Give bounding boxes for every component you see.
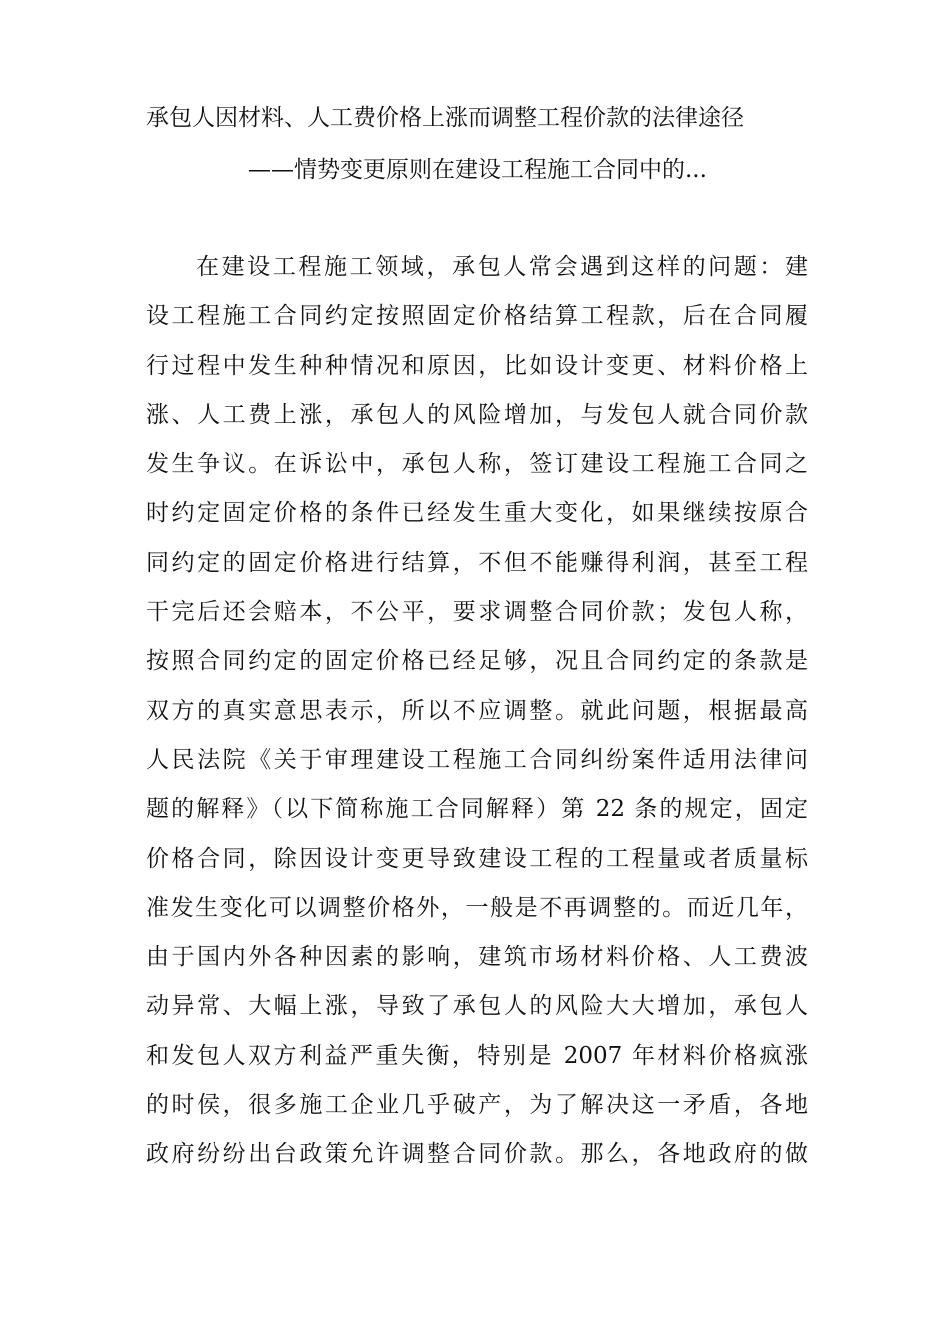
body-line: 动异常、大幅上涨，导致了承包人的风险大大增加，承包人: [146, 993, 808, 1020]
body-line: 设工程施工合同约定按照固定价格结算工程款，后在合同履: [146, 303, 808, 330]
body-line: 政府纷纷出台政策允许调整合同价款。那么，各地政府的做: [146, 1141, 808, 1168]
body-line: 时约定固定价格的条件已经发生重大变化，如果继续按原合: [146, 500, 808, 527]
body-line: 干完后还会赔本，不公平，要求调整合同价款；发包人称，: [146, 599, 808, 626]
body-line: 同约定的固定价格进行结算，不但不能赚得利润，甚至工程: [146, 549, 808, 576]
body-line: 题的解释》（以下简称施工合同解释）第 22 条的规定，固定: [146, 796, 808, 823]
body-line: 准发生变化可以调整价格外，一般是不再调整的。而近几年，: [146, 894, 808, 921]
body-line: 在建设工程施工领域，承包人常会遇到这样的问题：建: [196, 254, 808, 280]
body-line: 行过程中发生种种情况和原因，比如设计变更、材料价格上: [146, 352, 808, 379]
document-subtitle: ——情势变更原则在建设工程施工合同中的...: [248, 157, 707, 183]
document-title: 承包人因材料、人工费价格上涨而调整工程价款的法律途径: [146, 105, 744, 131]
body-line: 双方的真实意思表示，所以不应调整。就此问题，根据最高: [146, 697, 808, 724]
body-line: 涨、人工费上涨，承包人的风险增加，与发包人就合同价款: [146, 401, 808, 428]
body-line: 按照合同约定的固定价格已经足够，况且合同约定的条款是: [146, 648, 808, 675]
body-line: 和发包人双方利益严重失衡，特别是 2007 年材料价格疯涨: [146, 1042, 808, 1069]
body-line: 人民法院《关于审理建设工程施工合同纠纷案件适用法律问: [146, 746, 808, 773]
body-line: 由于国内外各种因素的影响，建筑市场材料价格、人工费波: [146, 944, 808, 971]
body-line: 发生争议。在诉讼中，承包人称，签订建设工程施工合同之: [146, 451, 808, 478]
body-line: 价格合同，除因设计变更导致建设工程的工程量或者质量标: [146, 845, 808, 872]
document-body: [146, 252, 808, 1189]
body-line: 的时侯，很多施工企业几乎破产，为了解决这一矛盾，各地: [146, 1092, 808, 1119]
